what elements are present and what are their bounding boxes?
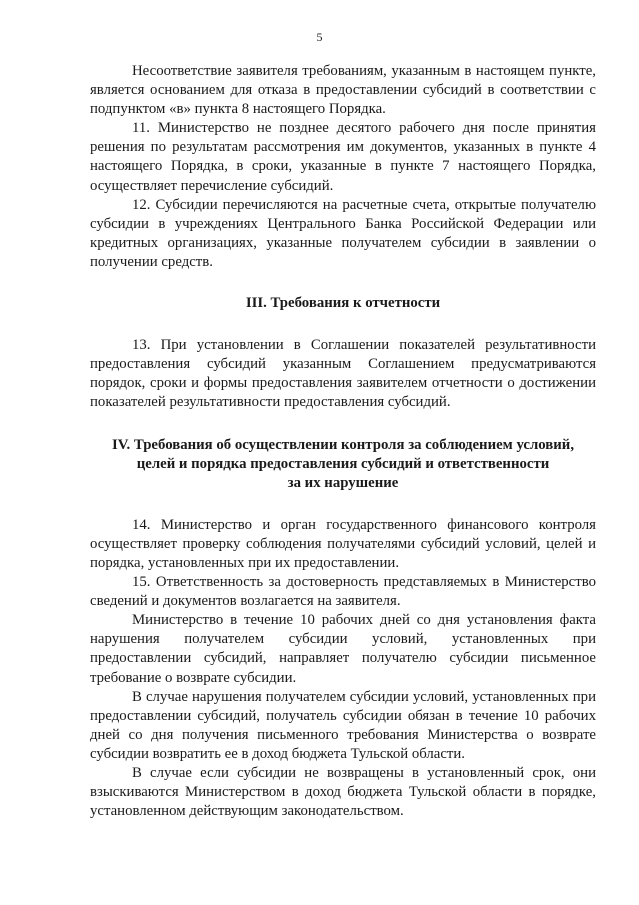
- paragraph-ministry-notice: Министерство в течение 10 рабочих дней со дня установления факта нарушения получателем субсидии условий, установленных при предоставлении субсидий, направляет получателю субсидии письменное требование о возврате субсидии.: [90, 612, 596, 686]
- paragraph-12: 12. Субсидии перечисляются на расчетные счета, открытые получателю субсидии в учреждениях Центрального Банка Российской Федерации или кредитных организациях, указанные получателем субсидии в заявлении о получении средств.: [90, 196, 596, 270]
- paragraph-recovery: В случае если субсидии не возвращены в установленный срок, они взыскиваются Министерством в доход бюджета Тульской области в порядке, установленном действующим законодательством.: [90, 765, 596, 820]
- section-4-heading-line-1: IV. Требования об осуществлении контроля за соблюдением условий,: [111, 436, 575, 453]
- section-4-heading-line-3: за их нарушение: [287, 474, 399, 491]
- paragraph-11: 11. Министерство не позднее десятого рабочего дня после принятия решения по результатам рассмотрения им документов, указанных в пункте 4 настоящего Порядка, в сроки, указанные в пункте 7 настоящего Порядка, осуществляет перечисление субсидий.: [90, 120, 596, 194]
- section-4-heading: [90, 436, 596, 493]
- paragraph-violation-return: В случае нарушения получателем субсидии условий, установленных при предоставлении субсидий, получатель субсидии обязан в течение 10 рабочих дней со дня получения письменного требования Министерства о возврате субсидии возвратить ее в доход бюджета Тульской области.: [90, 688, 596, 762]
- paragraph-15: 15. Ответственность за достоверность представляемых в Министерство сведений и документов возлагается на заявителя.: [90, 574, 596, 610]
- page-number: 5: [316, 30, 323, 44]
- section-3-heading: III. Требования к отчетности: [245, 295, 441, 312]
- section-4-heading-line-2: целей и порядка предоставления субсидий и ответственности: [136, 455, 550, 472]
- paragraph-14: 14. Министерство и орган государственного финансового контроля осуществляет проверку соблюдения получателями субсидий условий, целей и порядка, установленных при их предоставлении.: [90, 516, 596, 571]
- paragraph-13: 13. При установлении в Соглашении показателей результативности предоставления субсидий указанным Соглашением предусматриваются порядок, сроки и формы предоставления заявителем отчетности о достижении показателей результативности предоставления субсидий.: [90, 337, 596, 411]
- document-body: [90, 62, 596, 821]
- paragraph-noncompliance: Несоответствие заявителя требованиям, указанным в настоящем пункте, является основанием для отказа в предоставлении субсидий в соответствии с подпунктом «в» пункта 8 настоящего Порядка.: [90, 63, 596, 118]
